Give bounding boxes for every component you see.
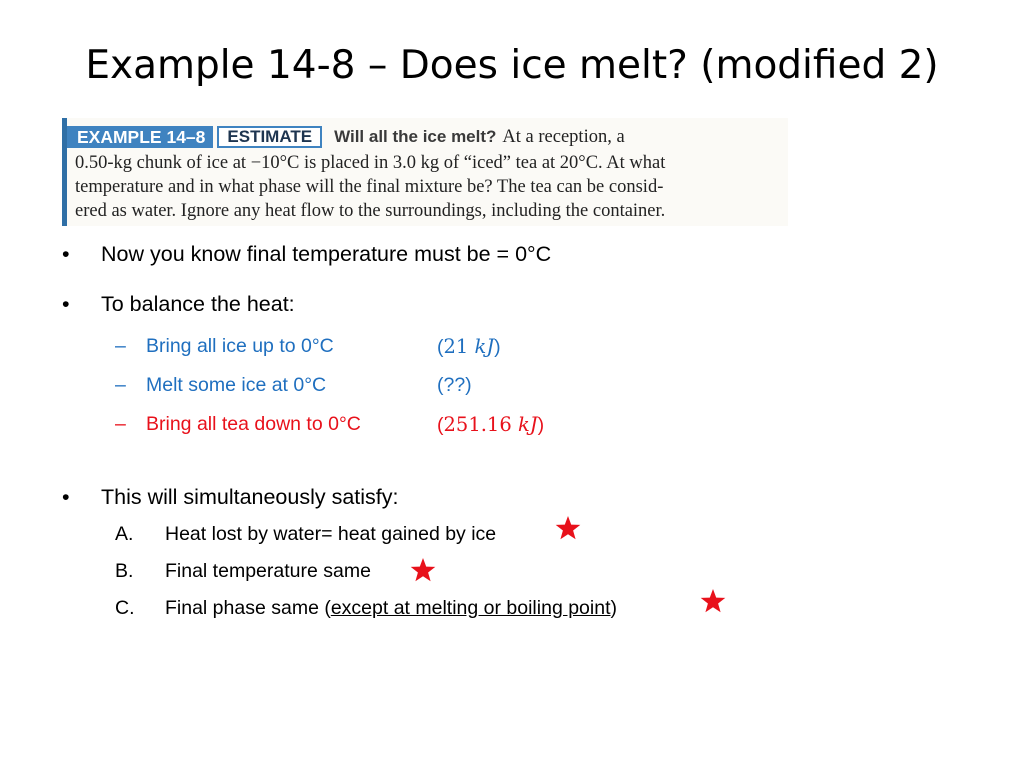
step-value: (251.16 kJ): [437, 413, 545, 436]
dash-marker: –: [115, 413, 126, 435]
list-marker: A.: [115, 523, 134, 545]
condition-text: Heat lost by water= heat gained by ice: [165, 523, 497, 545]
red-star-icon: [555, 515, 581, 541]
closing-paren: ): [610, 597, 617, 619]
excerpt-line-3: temperature and in what phase will the final mixture be? The tea can be consid-: [75, 177, 664, 197]
textbook-excerpt: [62, 118, 788, 226]
red-star-icon: [700, 588, 726, 614]
step-value: (21 kJ): [437, 335, 501, 358]
excerpt-line-2: 0.50-kg chunk of ice at −10°C is placed in 3.0 kg of “iced” tea at 20°C. At what: [75, 153, 666, 173]
step-value: (??): [437, 374, 472, 396]
slide-title: Example 14-8 – Does ice melt? (modified 2): [85, 43, 939, 88]
bullet-text: Now you know final temperature must be = 0°C: [101, 242, 552, 266]
star-shape: [701, 589, 726, 612]
excerpt-header: [67, 126, 625, 148]
list-marker: C.: [115, 597, 135, 619]
step-text: Bring all tea down to 0°C: [146, 413, 361, 435]
step-text: Melt some ice at 0°C: [146, 374, 327, 396]
condition-text: Final phase same (except at melting or boiling point): [165, 597, 617, 619]
excerpt-line-1: At a reception, a: [502, 127, 625, 147]
underlined-exception: except at melting or boiling point: [330, 597, 611, 619]
step-text: Bring all ice up to 0°C: [146, 335, 334, 357]
bullet-text: To balance the heat:: [101, 292, 295, 316]
dash-marker: –: [115, 374, 126, 396]
estimate-tag: ESTIMATE: [217, 126, 322, 148]
list-marker: B.: [115, 560, 134, 582]
example-label: EXAMPLE 14–8: [67, 126, 213, 148]
dash-marker: –: [115, 335, 126, 357]
example-question: Will all the ice melt?: [334, 127, 497, 146]
condition-text: Final temperature same: [165, 560, 371, 582]
bullet-marker: •: [62, 292, 70, 316]
excerpt-line-4: ered as water. Ignore any heat flow to the surroundings, including the container.: [75, 201, 666, 221]
star-shape: [556, 516, 581, 539]
red-star-icon: [410, 557, 436, 583]
bullet-marker: •: [62, 242, 70, 266]
bullet-marker: •: [62, 485, 70, 509]
bullet-text: This will simultaneously satisfy:: [101, 485, 399, 509]
star-shape: [411, 558, 436, 581]
